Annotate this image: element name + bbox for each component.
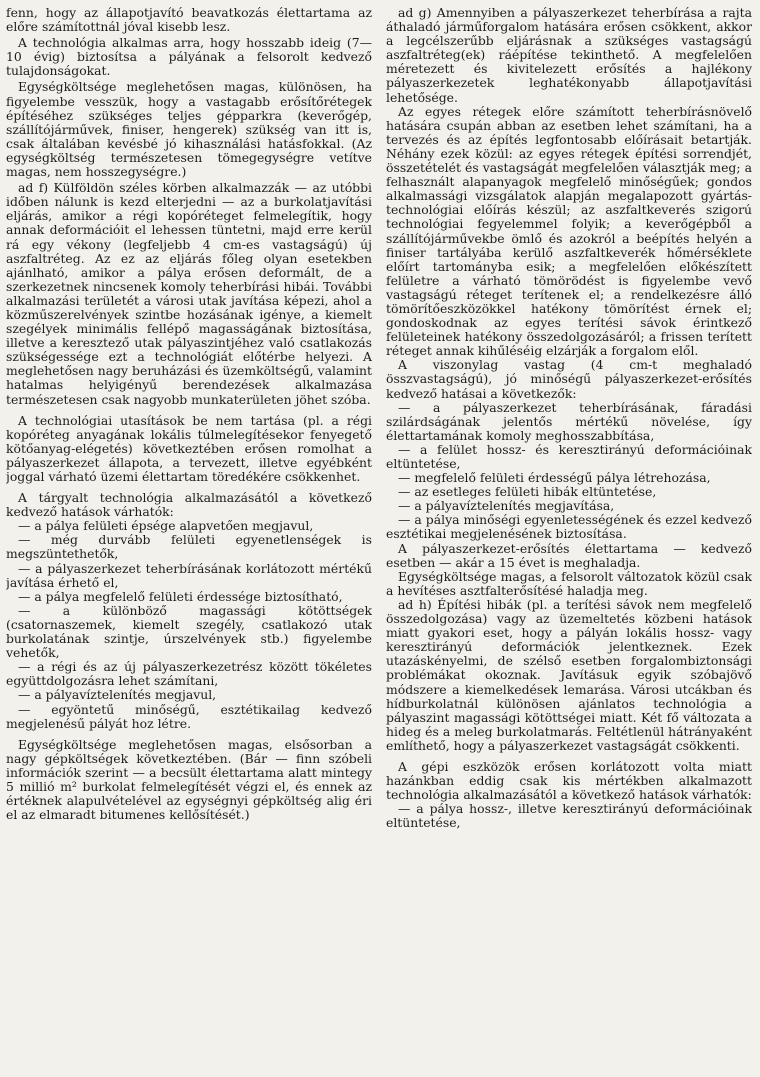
list-item: — a felület hossz- és keresztirányú deformációinak eltüntetése,	[386, 441, 752, 471]
list-item: — a pálya hossz-, illetve keresztirányú deformációinak eltüntetése,	[386, 801, 752, 831]
paragraph: fenn, hogy az állapotjavító beavatkozás élettartama az előre számítottnál jóval kisebb lesz.	[6, 6, 372, 35]
list-item: — a pálya minőségi egyenletességének és ezzel kedvező esztétikai megjelenésének biztosítása.	[386, 512, 752, 542]
paragraph: A tárgyalt technológia alkalmazásától a következő kedvező hatások várhatók:	[6, 490, 372, 520]
left-column	[6, 6, 372, 1077]
paragraph: A technológiai utasítások be nem tartása (pl. a régi kopóréteg anyagának lokális túlmelegítésekor fenyegető kötőanyag-elégetés) következtében erősen romolhat a pályaszerkezet állapota, a tervezett, illetve egyébként joggal várható üzemi élettartam töredékére csökkenhet.	[6, 412, 372, 484]
paragraph: ad g) Amennyiben a pályaszerkezet teherbírása a rajta áthaladó járműforgalom hatására erősen csökkent, akkor a legcélszerűbb eljárásnak a szükséges vastagságú aszfaltréteg(ek) ráépítése tekinthető. A megfelelően méretezett és kivitelezett erősítés a hajlékony pályaszerkezetek leghatékonyabb állapotjavítási lehetősége.	[386, 6, 752, 105]
list-item: — az esetleges felületi hibák eltüntetése,	[398, 484, 657, 500]
paragraph: A viszonylag vastag (4 cm-t meghaladó összvastagságú), jó minőségű pályaszerkezet-erősítés kedvező hatásai a következők:	[386, 357, 752, 401]
list-item: — megfelelő felületi érdességű pálya létrehozása,	[398, 470, 711, 486]
list-item: — a régi és az új pályaszerkezetrész között tökéletes együttdolgozásra lehet számítani,	[6, 659, 372, 689]
paragraph: A gépi eszközök erősen korlátozott volta miatt hazánkban eddig csak kis mértékben alkalmazott technológia alkalmazásától a következő hatások várhatók:	[386, 758, 752, 803]
paragraph: Egységköltsége meglehetősen magas, elsősorban a nagy gépköltségek következtében. (Bár — finn szóbeli információk szerint — a becsült élettartama alatt mintegy 5 millió m² burkolat felmelegítését végzi el, és ennek az értéknek alapulvételével az egységnyi gépköltség alig éri el az elmaradt bitumenes kellősítését.)	[6, 736, 372, 823]
list-item: — még durvább felületi egyenetlenségek is megszüntethetők,	[6, 532, 372, 562]
paragraph: ad h) Építési hibák (pl. a terítési sávok nem megfelelő összedolgozása) vagy az üzemeltetés közbeni hatások miatt gyakori eset, hogy a pályán lokális hossz- vagy keresztirányú deformációk jelentkeznek. Ezek utazáskényelmi, de szélső esetben forgalombiztonsági problémákat okoznak. Javításuk egyik szóbajövő módszere a kiemelkedések lemarása. Városi utcákban és hídburkolatnál különösen ajánlatos technológia a pályaszint magassági kötöttségei miatt. Két fő változata a hideg és a meleg burkolatmarás. Feltétlenül hátrányaként említhető, hogy a pályaszerkezet vastagságát csökkenti.	[386, 596, 752, 753]
right-column	[386, 6, 752, 1077]
list-item: — a különböző magassági kötöttségek (csatornaszemek, kiemelt szegély, csatlakozó utak burkolatának szintje, úrszelvények stb.) figyelembe vehetők,	[6, 602, 372, 661]
list-item: — a pálya megfelelő felületi érdessége biztosítható,	[18, 588, 343, 604]
paragraph: Az egyes rétegek előre számított teherbírásnövelő hatására csupán abban az esetben lehet számítani, ha a tervezés és az építés legfontosabb előírásait betartják. Néhány ezek közül: az egyes rétegek építési sorrendjét, összetételét és vastagságát megfelelően választják meg; a felhasznált alapanyagok megfelelő minőségűek; gondos alkalmassági vizsgálatok alapján megalapozott gyártás-technológiai előírás készül; az aszfaltkeverés szigorú technológiai fegyelemmel folyik; a keverőgépből a szállítójárművekbe ömlő és azokról a beépítés helyén a finiser tartályába kerülő aszfaltkeverék hőmérséklete előírt tartományba esik; a megfelelően előkészített felületre a várható tömörödést is figyelembe vevő vastagságú réteget terítenek el; a rendelkezésre álló tömörítőeszközökkel hatékony tömörítést érnek el; gondoskodnak az egyes terítési sávok érintkező felületeinek hatékony összedolgozásáról; a frissen terített réteget annak kihűléséig elzárják a forgalom elől.	[386, 103, 752, 359]
list-item: — a pályaszerkezet teherbírásának korlátozott mértékű javítása érhető el,	[6, 560, 372, 590]
list-item: — a pályavíztelenítés megjavítása,	[398, 498, 615, 514]
paragraph: ad f) Külföldön széles körben alkalmazzák — az utóbbi időben nálunk is kezd elterjedni — az a burkolatjavítási eljárás, amikor a régi kopóréteget felmelegítik, hogy annak deformációit el lehessen tüntetni, majd erre kerül rá egy vékony (legfeljebb 4 cm-es vastagságú) új aszfaltréteg. Az ez az eljárás főleg olyan esetekben ajánlható, amikor a pálya erősen deformált, de a szerkezetnek nincsenek komoly teherbírási hibái. További alkalmazási területét a városi utak javítása képezi, ahol a közműszerelvények szintbe hozásának igénye, a kiemelt szegélyek minimális fellépő magasságának biztosítása, illetve a keresztező utak pályaszintjéhez való csatlakozás szükségessége ezt a technológiát előtérbe helyezi. A meglehetősen nagy beruházási és üzemköltségű, valamint hatalmas helyigényű berendezések alkalmazása természetesen csak nagyobb munkaterületen jöhet szóba.	[6, 180, 372, 407]
list-item: — a pályaszerkezet teherbírásának, fáradási szilárdságának jelentős mértékű növelése, így élettartamának komoly meghosszabbítása,	[386, 399, 752, 443]
paragraph: Egységköltsége meglehetősen magas, különösen, ha figyelembe vesszük, hogy a vastagabb erősítőrétegek építéséhez szükséges teljes gépparkra (keverőgép, szállítójárművek, finiser, hengerek) szükség van itt is, csak általában kevésbé jó kihasználási hatásfokkal. (Az egységköltség természetesen tömegegységre vetítve magas, nem hosszegységre.)	[6, 79, 372, 180]
list-item: — egyöntetű minőségű, esztétikailag kedvező megjelenésű pályát hoz létre.	[6, 701, 372, 731]
list-item: — a pálya felületi épsége alapvetően megjavul,	[18, 518, 314, 534]
list-item: — a pályavíztelenítés megjavul,	[18, 687, 217, 703]
paragraph: Egységköltsége magas, a felsorolt változatok közül csak a hevítéses asztfalterősítésé haladja meg.	[386, 568, 752, 598]
paragraph: A technológia alkalmas arra, hogy hosszabb ideig (7—10 évig) biztosítsa a pályának a felsorolt kedvező tulajdonságokat.	[6, 35, 372, 79]
paragraph: A pályaszerkezet-erősítés élettartama — kedvező esetben — akár a 15 évet is meghaladja.	[386, 540, 752, 570]
